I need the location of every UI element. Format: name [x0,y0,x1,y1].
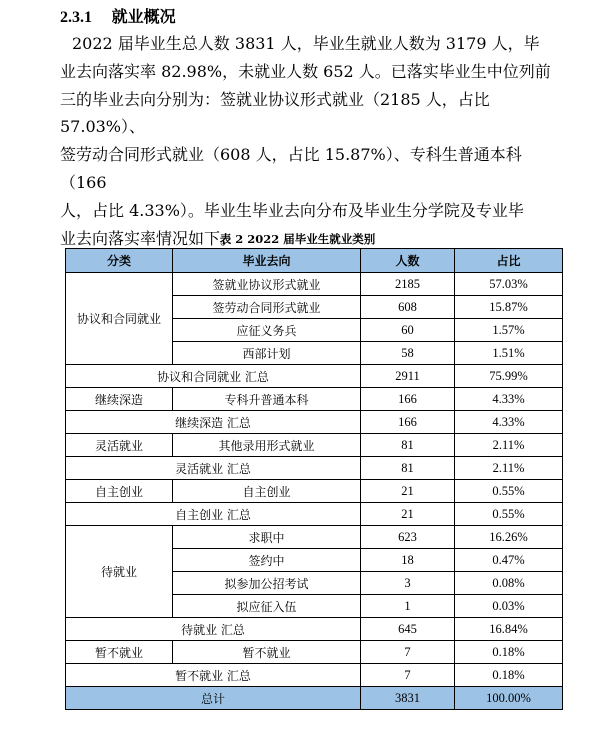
count-cell: 1 [361,595,455,618]
table-row [66,273,563,296]
percent-cell: 16.26% [455,526,563,549]
table-row [66,434,563,457]
destination-cell: 其他录用形式就业 [173,434,361,457]
subtotal-label: 暂不就业 汇总 [66,664,361,687]
destination-cell: 拟应征入伍 [173,595,361,618]
count-cell: 81 [361,457,455,480]
percent-cell: 4.33% [455,411,563,434]
count-cell: 166 [361,388,455,411]
subtotal-row [66,365,563,388]
paragraph-line: 人，占比 4.33%）。毕业生毕业去向分布及毕业生分学院及专业毕 [60,200,524,220]
destination-cell: 签劳动合同形式就业 [173,296,361,319]
percent-cell: 2.11% [455,457,563,480]
percent-cell: 0.18% [455,641,563,664]
count-cell: 2911 [361,365,455,388]
percent-cell: 16.84% [455,618,563,641]
group-cell [66,273,173,365]
paragraph-line: 业去向落实率情况如下。 [60,228,237,248]
paragraph-line: 业去向落实率 82.98%，未就业人数 652 人。已落实毕业生中位列前 [60,61,551,81]
group-label: 自主创业 [66,480,173,503]
percent-cell: 0.03% [455,595,563,618]
section-title: 就业概况 [111,7,176,26]
count-cell: 7 [361,641,455,664]
destination-cell: 求职中 [173,526,361,549]
section-number: 2.3.1 [60,9,92,26]
destination-cell: 专科升普通本科 [173,388,361,411]
percent-cell: 0.08% [455,572,563,595]
count-cell: 623 [361,526,455,549]
paragraph-line: 三的毕业去向分别为：签就业协议形式就业（2185 人，占比 57.03%）、 [60,89,490,137]
destination-cell: 西部计划 [173,342,361,365]
destination-cell: 暂不就业 [173,641,361,664]
count-cell: 81 [361,434,455,457]
count-cell: 21 [361,480,455,503]
header-category: 分类 [66,249,173,273]
group-label: 待就业 [66,526,173,618]
percent-cell: 1.51% [455,342,563,365]
percent-cell: 0.47% [455,549,563,572]
percent-cell: 0.18% [455,664,563,687]
count-cell: 21 [361,503,455,526]
table-row [66,480,563,503]
table-row [66,388,563,411]
section-heading [60,4,176,27]
total-percent: 100.00% [455,687,563,710]
count-cell: 645 [361,618,455,641]
employment-category-table [65,248,563,710]
summary-paragraph [60,30,560,252]
group-label: 灵活就业 [66,434,173,457]
subtotal-row [66,411,563,434]
count-cell: 166 [361,411,455,434]
percent-cell: 4.33% [455,388,563,411]
header-count: 人数 [361,249,455,273]
header-percent: 占比 [455,249,563,273]
count-cell: 58 [361,342,455,365]
percent-cell: 1.57% [455,319,563,342]
table-header-row [66,249,563,273]
group-label: 协议和合同就业 [76,311,161,326]
count-cell: 18 [361,549,455,572]
paragraph-line: 2022 届毕业生总人数 3831 人，毕业生就业人数为 3179 人，毕 [72,34,540,53]
subtotal-label: 自主创业 汇总 [66,503,361,526]
subtotal-row [66,618,563,641]
subtotal-label: 协议和合同就业 汇总 [66,365,361,388]
subtotal-label: 待就业 汇总 [66,618,361,641]
total-count: 3831 [361,687,455,710]
subtotal-label: 灵活就业 汇总 [66,457,361,480]
subtotal-row [66,664,563,687]
table-caption: 表 2 2022 届毕业生就业类别 [219,232,376,246]
total-row [66,687,563,710]
destination-cell: 应征义务兵 [173,319,361,342]
total-label: 总计 [66,687,361,710]
count-cell: 60 [361,319,455,342]
destination-cell: 签约中 [173,549,361,572]
table-row [66,526,563,549]
count-cell: 3 [361,572,455,595]
percent-cell: 0.55% [455,503,563,526]
count-cell: 608 [361,296,455,319]
destination-cell: 签就业协议形式就业 [173,273,361,296]
percent-cell: 57.03% [455,273,563,296]
paragraph-line: 签劳动合同形式就业（608 人，占比 15.87%）、专科生普通本科（166 [60,145,522,192]
subtotal-row [66,503,563,526]
header-destination: 毕业去向 [173,249,361,273]
table-row [66,641,563,664]
percent-cell: 75.99% [455,365,563,388]
percent-cell: 2.11% [455,434,563,457]
percent-cell: 0.55% [455,480,563,503]
subtotal-row [66,457,563,480]
group-label: 暂不就业 [66,641,173,664]
count-cell: 7 [361,664,455,687]
destination-cell: 拟参加公招考试 [173,572,361,595]
group-label: 继续深造 [66,388,173,411]
count-cell: 2185 [361,273,455,296]
subtotal-label: 继续深造 汇总 [66,411,361,434]
percent-cell: 15.87% [455,296,563,319]
destination-cell: 自主创业 [173,480,361,503]
